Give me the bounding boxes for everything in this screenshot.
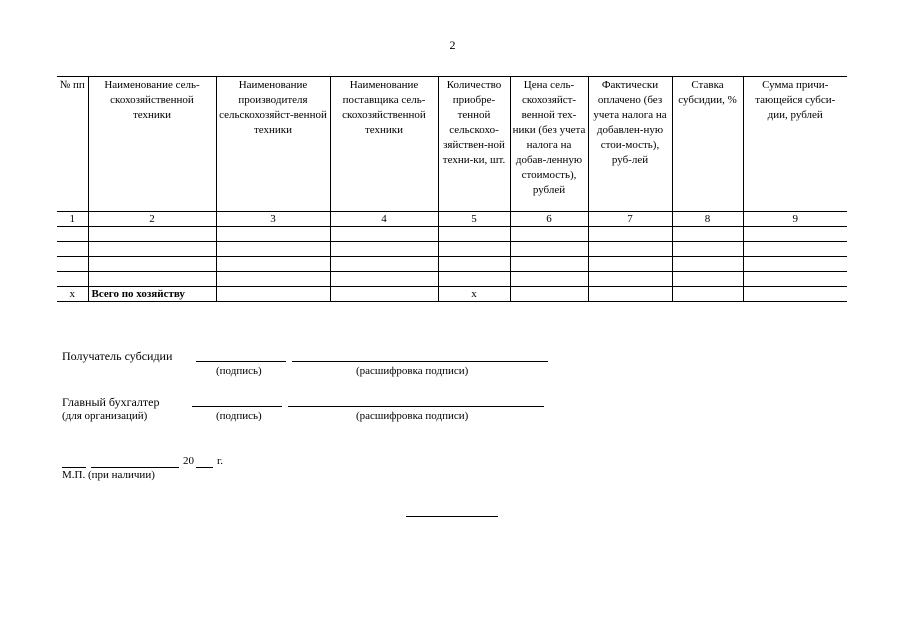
total-mark: х [438, 287, 510, 302]
seal-note: М.П. (при наличии) [62, 469, 155, 481]
for-organizations-note: (для организаций) [62, 410, 148, 422]
signature-caption: (подпись) [216, 365, 262, 377]
column-number: 1 [57, 212, 88, 227]
chief-accountant-label: Главный бухгалтер [62, 395, 160, 409]
header-cell: Цена сель-скохозяйст-венной тех-ники (без учета налога на добав-ленную стоимость), рублей [510, 77, 588, 212]
header-cell: Сумма причи-тающейся субси-дии, рублей [743, 77, 847, 212]
recipient-signature-line [196, 361, 286, 362]
header-cell: Ставка субсидии, % [672, 77, 743, 212]
column-number: 7 [588, 212, 672, 227]
date-month-line [91, 467, 179, 468]
column-number: 8 [672, 212, 743, 227]
accountant-transcript-line [288, 406, 544, 407]
recipient-label: Получатель субсидии [62, 349, 173, 363]
header-cell: Количество приобре-тенной сельскохо-зяйствен-ной техни-ки, шт. [438, 77, 510, 212]
total-label: Всего по хозяйству [88, 287, 216, 302]
table-row [57, 272, 847, 287]
table-row [57, 242, 847, 257]
year-prefix: 20 [183, 455, 194, 467]
header-cell: Фактически оплачено (без учета налога на добавлен-ную стои-мость), руб-лей [588, 77, 672, 212]
table-row [57, 227, 847, 242]
date-day-line [62, 467, 86, 468]
column-number-row [57, 212, 847, 227]
column-number: 6 [510, 212, 588, 227]
table-row [57, 257, 847, 272]
year-suffix: г. [217, 455, 224, 467]
subsidy-table [57, 76, 847, 302]
total-mark: х [57, 287, 88, 302]
recipient-transcript-line [292, 361, 548, 362]
end-divider [406, 516, 498, 517]
header-cell: Наименование сель-скохозяйственной техники [88, 77, 216, 212]
transcript-caption: (расшифровка подписи) [356, 410, 469, 422]
column-number: 9 [743, 212, 847, 227]
header-cell: Наименование поставщика сель-скохозяйственной техники [330, 77, 438, 212]
transcript-caption: (расшифровка подписи) [356, 365, 469, 377]
header-cell: № пп [57, 77, 88, 212]
header-cell: Наименование производителя сельскохозяйст-венной техники [216, 77, 330, 212]
page-number: 2 [449, 38, 456, 52]
column-number: 2 [88, 212, 216, 227]
column-number: 5 [438, 212, 510, 227]
accountant-signature-line [192, 406, 282, 407]
column-number: 3 [216, 212, 330, 227]
total-row [57, 287, 847, 302]
date-year-line [196, 467, 213, 468]
signature-caption: (подпись) [216, 410, 262, 422]
column-number: 4 [330, 212, 438, 227]
table-header-row [57, 77, 847, 212]
